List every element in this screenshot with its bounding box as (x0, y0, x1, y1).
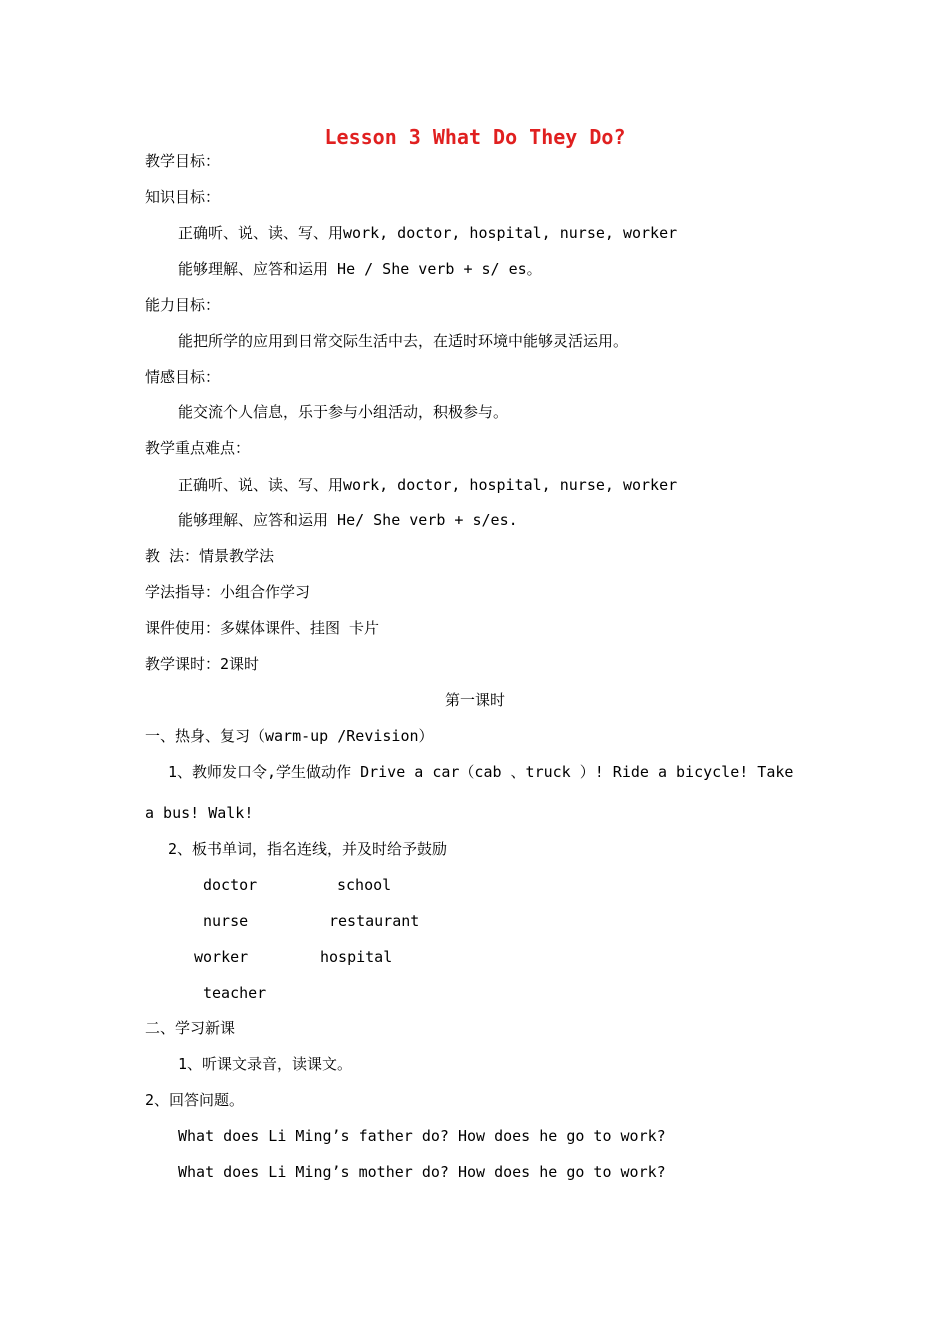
knowledge-goal-2: 能够理解、应答和运用 He / She verb + s/ es。 (178, 260, 542, 278)
word-right-restaurant: restaurant (329, 912, 420, 930)
class-hours: 教学课时：2课时 (145, 655, 260, 673)
first-period-heading: 第一课时 (444, 691, 505, 709)
key-point-2: 能够理解、应答和运用 He/ She verb + s/es. (178, 511, 518, 529)
new-lesson-step-2: 2、回答问题。 (145, 1091, 245, 1109)
learning-guidance: 学法指导：小组合作学习 (145, 583, 311, 601)
warm-up-step-1-cont: a bus! Walk! (145, 804, 254, 822)
warm-up-step-2: 2、板书单词，指名连线，并及时给予鼓励 (168, 840, 448, 858)
section-warm-up: 一、热身、复习（warm-up /Revision） (145, 727, 434, 745)
heading-key-points: 教学重点难点： (145, 439, 251, 457)
word-right-school: school (337, 876, 392, 894)
ability-goal: 能把所学的应用到日常交际生活中去，在适时环境中能够灵活运用。 (178, 332, 629, 350)
lesson-title: Lesson 3 What Do They Do? (324, 125, 626, 149)
courseware-use: 课件使用：多媒体课件、挂图 卡片 (145, 619, 380, 637)
question-mother: What does Li Ming’s mother do? How does he go to work? (178, 1163, 666, 1181)
knowledge-goal-1: 正确听、说、读、写、用work, doctor, hospital, nurse, worker (178, 224, 678, 242)
emotion-goal: 能交流个人信息，乐于参与小组活动，积极参与。 (178, 403, 509, 421)
word-right-hospital: hospital (320, 948, 393, 966)
word-left-doctor: doctor (203, 876, 258, 894)
word-left-worker: worker (194, 948, 249, 966)
word-left-teacher: teacher (203, 984, 267, 1002)
question-father: What does Li Ming’s father do? How does he go to work? (178, 1127, 666, 1145)
heading-teaching-goals: 教学目标： (145, 152, 221, 170)
warm-up-step-1: 1、教师发口令,学生做动作 Drive a car（cab 、truck ）! Ride a bicycle! Take (168, 763, 794, 781)
section-new-lesson: 二、学习新课 (145, 1019, 236, 1037)
word-left-nurse: nurse (203, 912, 249, 930)
new-lesson-step-1: 1、听课文录音，读课文。 (178, 1055, 353, 1073)
heading-emotion-goals: 情感目标： (145, 368, 221, 386)
heading-knowledge-goals: 知识目标： (145, 188, 221, 206)
teaching-method: 教 法：情景教学法 (145, 547, 275, 565)
key-point-1: 正确听、说、读、写、用work, doctor, hospital, nurse, worker (178, 476, 678, 494)
heading-ability-goals: 能力目标： (145, 296, 221, 314)
